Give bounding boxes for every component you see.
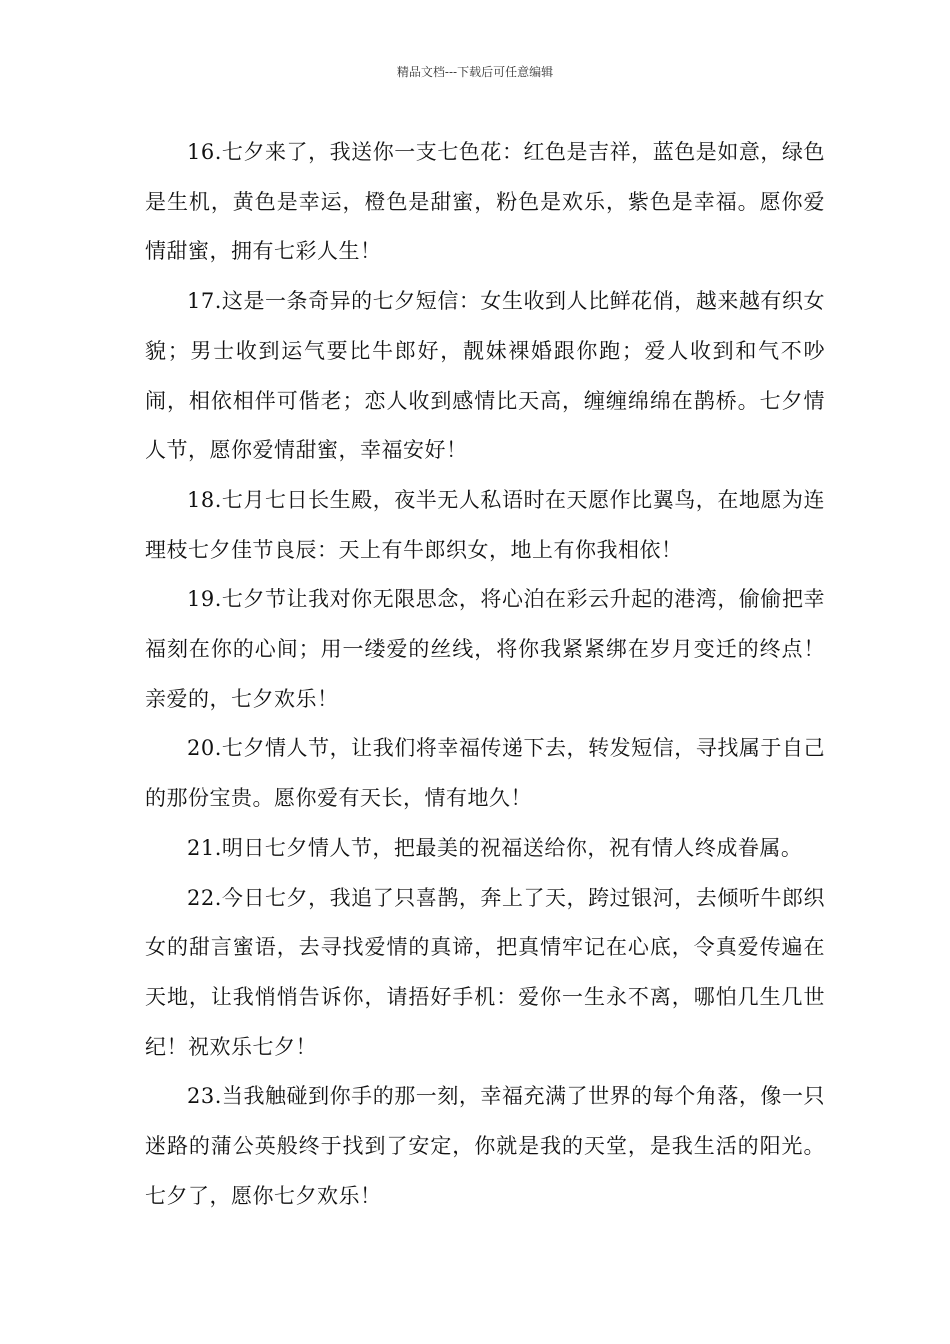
paragraph-16: 16.七夕来了，我送你一支七色花：红色是吉祥，蓝色是如意，绿色是生机，黄色是幸运，橙色是甜蜜，粉色是欢乐，紫色是幸福。愿你爱情甜蜜，拥有七彩人生！ (145, 140, 825, 264)
paragraph-17: 17.这是一条奇异的七夕短信：女生收到人比鲜花俏，越来越有织女貌；男士收到运气要比牛郎好，靓妹裸婚跟你跑；爱人收到和气不吵闹，相依相伴可偕老；恋人收到感情比天高，缠缠绵绵在鹊桥。七夕情人节，愿你爱情甜蜜，幸福安好！ (145, 289, 825, 463)
paragraph-22: 22.今日七夕，我追了只喜鹊，奔上了天，跨过银河，去倾听牛郎织女的甜言蜜语，去寻找爱情的真谛，把真情牢记在心底，令真爱传遍在天地，让我悄悄告诉你，请捂好手机：爱你一生永不离，哪怕几生几世纪！祝欢乐七夕！ (145, 885, 825, 1059)
paragraph-18: 18.七月七日长生殿，夜半无人私语时在天愿作比翼鸟，在地愿为连理枝七夕佳节良辰：天上有牛郎织女，地上有你我相依！ (145, 487, 825, 562)
page-header: 精品文档---下载后可任意编辑 (396, 65, 554, 79)
paragraph-23: 23.当我触碰到你手的那一刻，幸福充满了世界的每个角落，像一只迷路的蒲公英般终于找到了安定，你就是我的天堂，是我生活的阳光。七夕了，愿你七夕欢乐！ (145, 1084, 825, 1208)
paragraph-19: 19.七夕节让我对你无限思念，将心泊在彩云升起的港湾，偷偷把幸福刻在你的心间；用一缕爱的丝线，将你我紧紧绑在岁月变迁的终点！亲爱的，七夕欢乐！ (145, 587, 825, 711)
paragraph-20: 20.七夕情人节，让我们将幸福传递下去，转发短信，寻找属于自己的那份宝贵。愿你爱有天长，情有地久！ (145, 736, 825, 811)
paragraph-21: 21.明日七夕情人节，把最美的祝福送给你，祝有情人终成眷属。 (187, 835, 803, 860)
document-body (145, 128, 825, 1221)
